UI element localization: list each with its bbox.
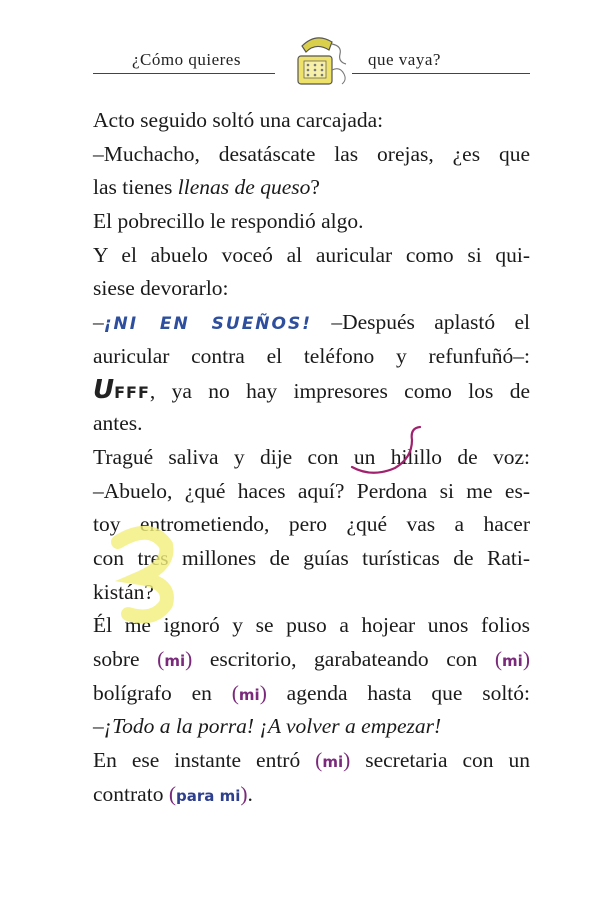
text-line-4: El pobrecillo le respondió algo. (93, 209, 364, 234)
ufff-lettering (93, 374, 150, 405)
header-rule-right (352, 73, 530, 74)
text-line-12: –Abuelo, ¿qué haces aquí? Perdona si me es- (93, 478, 530, 503)
text-segment: secretaria con un (350, 748, 530, 773)
paren-open: ( (157, 647, 165, 671)
text-segment: –Después aplastó el (311, 310, 530, 335)
text-line-1: Acto seguido soltó una carcajada: (93, 108, 384, 132)
text-segment: ? (310, 175, 320, 200)
running-title-left: ¿Cómo quieres (132, 50, 241, 69)
ufff-initial: U (93, 374, 115, 405)
text-line-10: antes. (93, 411, 143, 436)
text-line-21 (93, 778, 530, 812)
text-line-19 (93, 710, 530, 744)
text-line-3 (93, 171, 530, 205)
story-text (93, 104, 530, 811)
shout-lettering: ¡NI EN SUEÑOS! (103, 314, 312, 335)
text-line-13: toy entrometiendo, pero ¿qué vas a hacer (93, 512, 530, 537)
text-segment: . (247, 781, 253, 806)
dash: – (93, 310, 104, 335)
para-mi-insert: para mi (176, 786, 241, 805)
text-line-6: siese devorarlo: (93, 276, 229, 301)
page-header (0, 0, 600, 90)
text-line-18 (93, 677, 530, 711)
running-title-right: que vaya? (368, 50, 441, 69)
text-line-9 (93, 374, 530, 408)
text-segment: agenda hasta que soltó: (266, 680, 530, 705)
mi-insert: mi (322, 753, 344, 772)
paren-open: ( (168, 781, 176, 806)
paren-open: ( (231, 680, 239, 705)
text-line-17 (93, 643, 530, 677)
text-line-8: auricular contra el teléfono y refunfuñó–: (93, 343, 530, 368)
italic-line: –¡Todo a la porra! ¡A volver a empezar! (93, 714, 442, 739)
text-line-5: Y el abuelo voceó al auricular como si qui- (93, 242, 530, 267)
text-line-7 (93, 306, 530, 340)
text-segment: contrato (93, 781, 169, 806)
text-line-11: Tragué saliva y dije con un hilillo de voz: (93, 444, 530, 469)
paren-open: ( (315, 748, 323, 773)
telephone-icon (282, 30, 352, 92)
text-line-15: kistán? (93, 579, 154, 604)
paren-close: ) (240, 781, 248, 806)
paren-close: ) (522, 647, 530, 671)
mi-insert: mi (502, 652, 523, 670)
text-line-16: Él me ignoró y se puso a hojear unos folios (93, 613, 530, 638)
header-rule-left (93, 73, 275, 74)
mi-insert: mi (238, 685, 260, 704)
text-segment: las tienes (93, 175, 178, 200)
paren-close: ) (259, 680, 267, 705)
paren-close: ) (343, 748, 351, 773)
text-segment: sobre (93, 647, 158, 671)
text-line-20 (93, 744, 530, 778)
paren-close: ) (185, 647, 193, 671)
text-line-2: –Muchacho, desatáscate las orejas, ¿es que (93, 141, 530, 166)
text-segment: escritorio, garabateando con (192, 647, 495, 671)
text-segment: bolígrafo en (93, 680, 232, 705)
text-line-14: con tres millones de guías turísticas de Rati- (93, 545, 530, 570)
ufff-rest: FFF (114, 382, 150, 402)
text-segment: , ya no hay impresores como los de (149, 378, 530, 403)
paren-open: ( (494, 647, 503, 671)
text-segment: En ese instante entró (93, 748, 316, 773)
italic-phrase: llenas de queso (177, 175, 311, 200)
mi-insert: mi (164, 652, 186, 670)
